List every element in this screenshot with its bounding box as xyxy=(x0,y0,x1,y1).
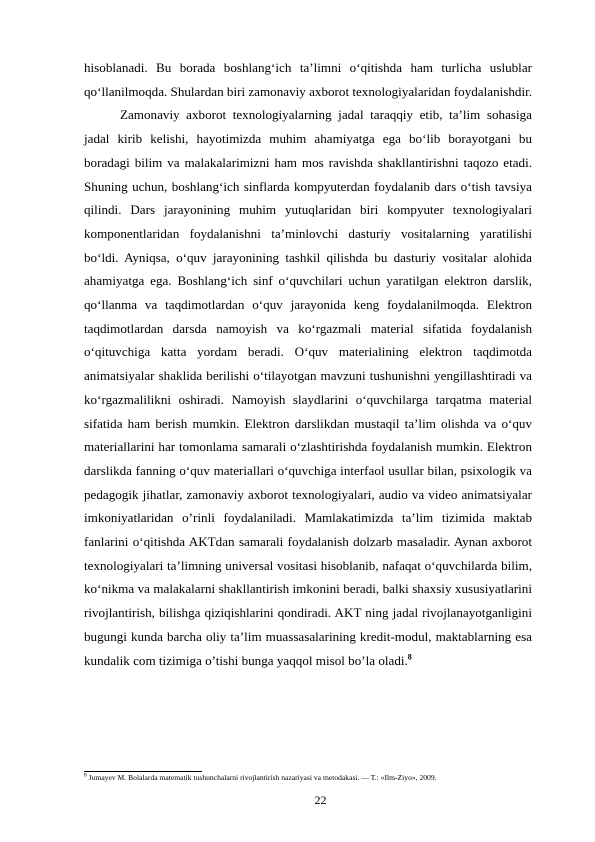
footnote-number: 8 xyxy=(84,772,87,779)
footnote-reference: 8 xyxy=(407,652,412,662)
page-number: 22 xyxy=(314,793,327,807)
footnote-text: Jumayev M. Bolalarda matematik tushunchalarni rivojlantirish nazariyasi va metodakasi. — T.: «Ilm-Ziyo», 2009. xyxy=(88,773,437,782)
footnote xyxy=(84,773,564,783)
paragraph-main-text: Zamonaviy axborot texnologiyalarning jadal taraqqiy etib, ta’lim sohasiga jadal kirib kelishi, hayotimizda muhim ahamiyatga ega bo‘lib borayotgani bu boradagi bilim va malakalarimizni ham mos ravishda shakllantirishni taqozo etadi. Shuning uchun, boshlang‘ich sinflarda kompyuterdan foydalanib dars o‘tish tavsiya qilindi. Dars jarayonining muhim yutuqlaridan biri kompyuter texnologiyalari komponentlaridan foydalanishni ta’minlovchi dasturiy vositalarning yaratilishi bo‘ldi. Ayniqsa, o‘quv jarayonining tashkil qilishda bu dasturiy vositalar alohida ahamiyatga ega. Boshlang‘ich sinf o‘quvchilari uchun yaratilgan elektron darslik, qo‘llanma va taqdimotlardan o‘quv jarayonida keng foydalanilmoqda. Elektron taqdimotlardan darsda namoyish va ko‘rgazmali material sifatida foydalanish o‘qituvchiga katta yordam beradi. O‘quv materialining elektron taqdimotda animatsiyalar shaklida berilishi o‘tilayotgan mavzuni tushunishni yengillashtiradi va ko‘rgazmalilikni oshiradi. Namoyish slaydlarini o‘quvchilarga tarqatma material sifatida ham berish mumkin. Elektron darslikdan mustaqil ta’lim olishda va o‘quv materiallarini har tomonlama samarali o‘zlashtirishda foydalanish mumkin. Elektron darslikda fanning o‘quv materiallari o‘quvchiga interfaol usullar bilan, psixologik va pedagogik jihatlar, zamonaviy axborot texnologiyalari, audio va video animatsiyalar imkoniyatlaridan o’rinli foydalaniladi. Mamlakatimizda ta’lim tizimida maktab fanlarini o‘qitishda AKTdan samarali foydalanish dolzarb masaladir. Aynan axborot texnologiyalari ta’limning universal vositasi hisoblanib, nafaqat o‘quvchilarda bilim, ko‘nikma va malakalarni shakllantirish imkonini beradi, balki shaxsiy xususiyatlarini rivojlantirish, bilishga qiziqishlarini qondiradi. AKT ning jadal rivojlanayotganligini bugungi kunda barcha oliy ta’lim muassasalarining kredit-modul, maktablarning esa kundalik com tizimiga o’tishi bunga yaqqol misol bo’la oladi. xyxy=(84,107,532,668)
footnote-separator xyxy=(84,771,202,772)
paragraph-continuation: hisoblanadi. Bu borada boshlang‘ich ta’limni o‘qitishda ham turlicha uslublar qo‘llanilmoqda. Shulardan biri zamonaviy axborot texnologiyalaridan foydalanishdir. xyxy=(84,60,532,99)
paragraph-main xyxy=(84,103,532,672)
body-text xyxy=(84,56,532,672)
